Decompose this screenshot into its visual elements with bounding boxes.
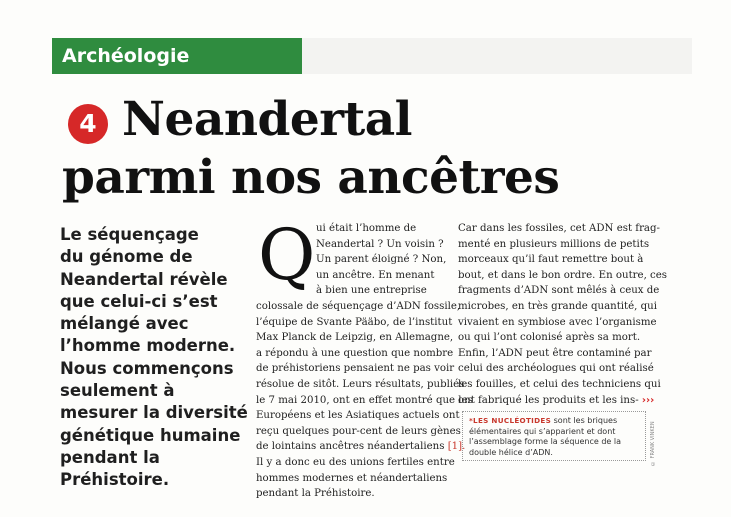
photo-credit: © FRANK VINKEN: [650, 421, 656, 466]
body-line: vivaient en symbiose avec l’organisme: [458, 316, 657, 328]
body-line: Neandertal ? Un voisin ?: [316, 238, 444, 250]
standfirst-line: pendant la: [60, 447, 160, 467]
standfirst-line: du génome de: [60, 247, 193, 267]
note-text: l’assemblage forme la séquence de la: [469, 437, 622, 446]
note-line-1: [469, 416, 639, 427]
body-line: un ancêtre. En menant: [316, 269, 435, 281]
body-line: menté en plusieurs millions de petits: [458, 238, 650, 250]
body-line: l’équipe de Svante Pääbo, de l’institut: [256, 316, 453, 328]
body-line: microbes, en très grande quantité, qui: [458, 300, 657, 312]
standfirst-line: Neandertal révèle: [60, 269, 228, 289]
body-line: Max Planck de Leipzig, en Allemagne,: [256, 332, 454, 344]
body-column-2: [458, 221, 668, 408]
body-line: morceaux qu’il faut remettre bout à: [458, 254, 644, 266]
body-line: ou qui l’ont colonisé après sa mort.: [458, 332, 641, 344]
note-text: sont les briques: [553, 416, 618, 425]
body-line: ui était l’homme de: [316, 223, 417, 234]
standfirst-line: que celui-ci s’est: [60, 291, 218, 311]
standfirst-line: seulement à: [60, 381, 175, 401]
body-line: Européens et les Asiatiques actuels ont: [256, 410, 460, 422]
body-column-1: [256, 214, 473, 502]
body-line: bout, et dans le bon ordre. En outre, ces: [458, 269, 668, 281]
body-line: Un parent éloigné ? Non,: [316, 254, 447, 266]
body-line-continued: [458, 393, 655, 409]
body-line: Enfin, l’ADN peut être contaminé par: [458, 347, 652, 359]
body-line: le 7 mai 2010, ont en effet montré que les: [256, 394, 473, 406]
standfirst-line: mélangé avec: [60, 314, 189, 334]
headline-line-1: Neandertal: [122, 92, 413, 147]
body-line: reçu quelques pour-cent de leurs gènes: [256, 425, 461, 437]
glossary-note: [462, 411, 646, 461]
body-line: Il y a donc eu des unions fertiles entre: [256, 456, 455, 468]
body-line-text: ont fabriqué les produits et les ins-: [458, 394, 639, 406]
body-line: celui des archéologues qui ont réalisé: [458, 363, 654, 375]
body-line: a répondu à une question que nombre: [256, 347, 454, 359]
body-line: de préhistoriens pensaient ne pas voir: [256, 363, 455, 375]
body-line: Car dans les fossiles, cet ADN est frag-: [458, 223, 660, 234]
body-line: les fouilles, et celui des techniciens qui: [458, 378, 661, 390]
standfirst-line: génétique humaine: [60, 425, 241, 445]
standfirst-line: Le séquençage: [60, 225, 199, 244]
body-line: hommes modernes et néandertaliens: [256, 472, 448, 484]
standfirst: [60, 224, 250, 492]
standfirst-line: l’homme moderne.: [60, 336, 236, 356]
note-text: élémentaires qui s’apparient et dont: [469, 426, 616, 436]
body-line: résolue de sitôt. Leurs résultats, publiés: [256, 378, 465, 390]
continue-arrows-icon[interactable]: ›››: [641, 394, 655, 406]
note-keyword: *LES NUCLÉOTIDES: [469, 416, 552, 425]
headline-line-2: parmi nos ancêtres: [62, 150, 560, 205]
reference-link[interactable]: [1].: [447, 441, 466, 453]
body-line: colossale de séquençage d’ADN fossile,: [256, 300, 461, 312]
section-label: Archéologie: [52, 38, 302, 74]
body-line: pendant la Préhistoire.: [256, 488, 375, 500]
body-line-text: de lointains ancêtres néandertaliens: [256, 441, 445, 453]
note-text: double hélice d’ADN.: [469, 447, 553, 457]
drop-cap: Q: [258, 214, 316, 296]
standfirst-line: Préhistoire.: [60, 470, 170, 490]
standfirst-line: Nous commençons: [60, 358, 234, 378]
body-line-with-ref: [256, 439, 466, 455]
standfirst-line: mesurer la diversité: [60, 403, 248, 423]
body-line: à bien une entreprise: [316, 285, 427, 297]
body-line: fragments d’ADN sont mêlés à ceux de: [458, 285, 660, 297]
article-number-badge: 4: [68, 104, 108, 144]
